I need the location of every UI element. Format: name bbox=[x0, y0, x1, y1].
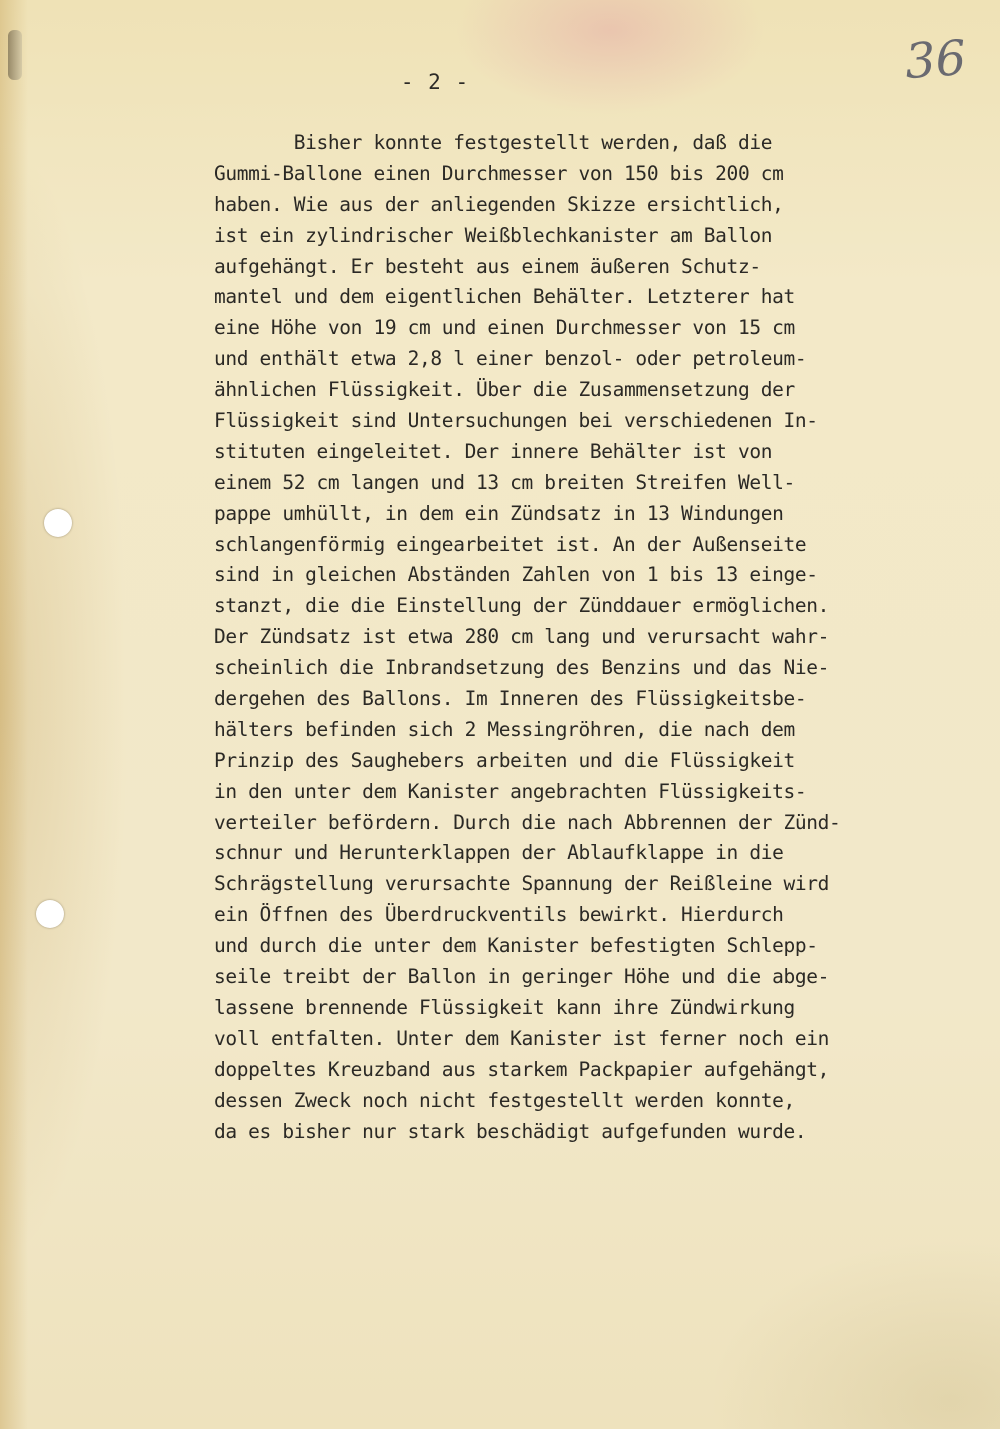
text-line: pappe umhüllt, in dem ein Zündsatz in 13 Windungen bbox=[214, 501, 784, 525]
punch-hole-bottom bbox=[36, 900, 64, 928]
text-line: stanzt, die die Einstellung der Zünddauer ermöglichen. bbox=[214, 594, 830, 618]
text-line: voll entfalten. Unter dem Kanister ist ferner noch ein bbox=[214, 1026, 830, 1050]
text-line: Prinzip des Saughebers arbeiten und die Flüssigkeit bbox=[214, 748, 795, 772]
text-line: schnur und Herunterklappen der Ablaufklappe in die bbox=[214, 841, 784, 865]
text-line: ähnlichen Flüssigkeit. Über die Zusammensetzung der bbox=[214, 378, 795, 402]
text-line: Der Zündsatz ist etwa 280 cm lang und verursacht wahr- bbox=[214, 625, 830, 649]
typewritten-body bbox=[214, 128, 934, 1147]
text-line: doppeltes Kreuzband aus starkem Packpapier aufgehängt, bbox=[214, 1057, 830, 1081]
text-line: Flüssigkeit sind Untersuchungen bei verschiedenen In- bbox=[214, 409, 818, 433]
punch-hole-top bbox=[44, 509, 72, 537]
text-line: stituten eingeleitet. Der innere Behälter ist von bbox=[214, 439, 773, 463]
text-line: und enthält etwa 2,8 l einer benzol- oder petroleum- bbox=[214, 347, 807, 371]
text-line: eine Höhe von 19 cm und einen Durchmesser von 15 cm bbox=[214, 316, 795, 340]
text-line: schlangenförmig eingearbeitet ist. An der Außenseite bbox=[214, 532, 807, 556]
text-line: mantel und dem eigentlichen Behälter. Letzterer hat bbox=[214, 285, 795, 309]
text-line: verteiler befördern. Durch die nach Abbrennen der Zünd- bbox=[214, 810, 841, 834]
text-line: seile treibt der Ballon in geringer Höhe und die abge- bbox=[214, 965, 830, 989]
text-line: ein Öffnen des Überdruckventils bewirkt. Hierdurch bbox=[214, 903, 784, 927]
text-line: hälters befinden sich 2 Messingröhren, die nach dem bbox=[214, 717, 795, 741]
text-line: Gummi-Ballone einen Durchmesser von 150 bis 200 cm bbox=[214, 161, 784, 185]
text-line: aufgehängt. Er besteht aus einem äußeren Schutz- bbox=[214, 254, 761, 278]
text-line: sind in gleichen Abständen Zahlen von 1 bis 13 einge- bbox=[214, 563, 818, 587]
text-line: in den unter dem Kanister angebrachten Flüssigkeits- bbox=[214, 779, 807, 803]
text-line: haben. Wie aus der anliegenden Skizze ersichtlich, bbox=[214, 192, 784, 216]
text-line: und durch die unter dem Kanister befestigten Schlepp- bbox=[214, 934, 818, 958]
text-line: dessen Zweck noch nicht festgestellt werden konnte, bbox=[214, 1088, 795, 1112]
page-number: - 2 - bbox=[400, 70, 470, 94]
text-line: einem 52 cm langen und 13 cm breiten Streifen Well- bbox=[214, 470, 795, 494]
handwritten-folio-number: 36 bbox=[903, 29, 968, 91]
paper-tear-mark bbox=[8, 30, 22, 80]
text-line: scheinlich die Inbrandsetzung des Benzins und das Nie- bbox=[214, 656, 830, 680]
text-line: lassene brennende Flüssigkeit kann ihre Zündwirkung bbox=[214, 995, 795, 1019]
text-line: da es bisher nur stark beschädigt aufgefunden wurde. bbox=[214, 1119, 807, 1143]
text-line: ist ein zylindrischer Weißblechkanister am Ballon bbox=[214, 223, 773, 247]
text-line: dergehen des Ballons. Im Inneren des Flüssigkeitsbe- bbox=[214, 687, 807, 711]
text-line: Bisher konnte festgestellt werden, daß die bbox=[214, 131, 773, 154]
text-line: Schrägstellung verursachte Spannung der Reißleine wird bbox=[214, 872, 830, 896]
paper-edge-shadow bbox=[0, 0, 28, 1429]
